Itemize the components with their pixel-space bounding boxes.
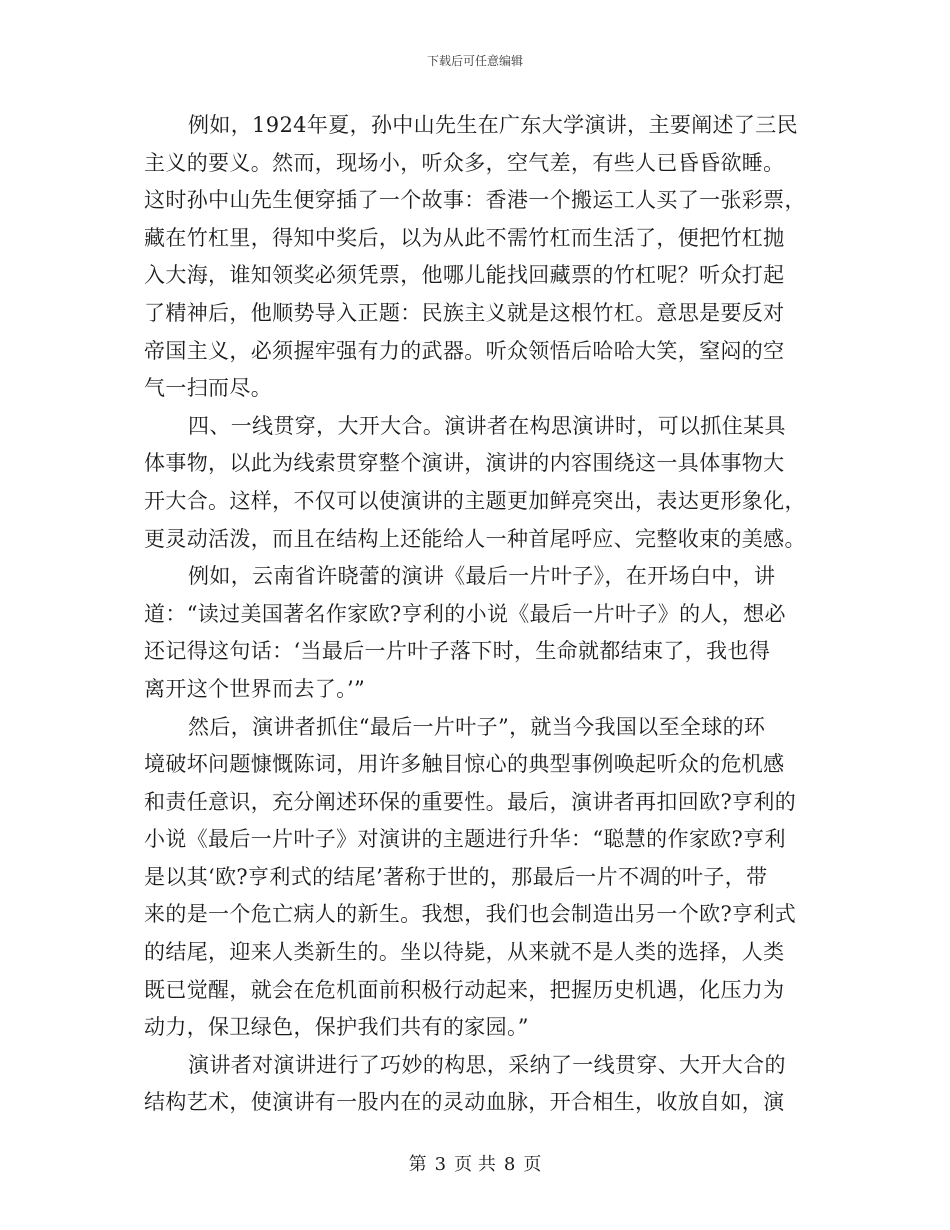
document-body xyxy=(144,107,806,1122)
paragraph-line: 还记得这句话：‘当最后一片叶子落下时，生命就都结束了，我也得 xyxy=(144,639,771,664)
paragraph-line: 动力，保卫绿色，保护我们共有的家园。” xyxy=(144,1015,529,1040)
page-label-suffix: 页 xyxy=(523,1154,542,1175)
paragraph-line: 和责任意识，充分阐述环保的重要性。最后，演讲者再扣回欧?亨利的 xyxy=(144,789,797,814)
paragraph-line: 然后，演讲者抓住“最后一片叶子”，就当今我国以至全球的环 xyxy=(188,714,766,739)
paragraph-line: 入大海，谁知领奖必须凭票，他哪儿能找回藏票的竹杠呢？听众打起 xyxy=(144,263,785,288)
paragraph-line: 气一扫而尽。 xyxy=(144,376,273,401)
paragraph-line: 体事物，以此为线索贯穿整个演讲，演讲的内容围绕这一具体事物大 xyxy=(144,451,785,476)
paragraph-line: 主义的要义。然而，现场小，听众多，空气差，有些人已昏昏欲睡。 xyxy=(144,150,785,175)
paragraph-line: 了精神后，他顺势导入正题：民族主义就是这根竹杠。意思是要反对 xyxy=(144,300,785,325)
paragraph-line: 结构艺术，使演讲有一股内在的灵动血脉，开合相生，收放自如，演 xyxy=(144,1090,785,1115)
paragraph-line: 例如，云南省许晓蕾的演讲《最后一片叶子》，在开场白中，讲 xyxy=(188,564,776,589)
paragraph-line: 道：“读过美国著名作家欧?亨利的小说《最后一片叶子》的人，想必 xyxy=(144,601,786,626)
current-page-number: 3 xyxy=(434,1154,447,1175)
page-footer xyxy=(0,1154,950,1176)
paragraph-line: 境破坏问题慷慨陈词，用许多触目惊心的典型事例唤起听众的危机感 xyxy=(144,752,785,777)
paragraph-line: 离开这个世界而去了。’” xyxy=(144,676,366,701)
paragraph-line: 四、一线贯穿，大开大合。演讲者在构思演讲时，可以抓住某具 xyxy=(188,413,786,438)
paragraph-line: 演讲者对演讲进行了巧妙的构思，采纳了一线贯穿、大开大合的 xyxy=(188,1052,786,1077)
page-header: 下载后可任意编辑 xyxy=(426,54,523,68)
paragraph-line: 例如，1924年夏，孙中山先生在广东大学演讲，主要阐述了三民 xyxy=(188,113,798,137)
paragraph-line: 开大合。这样，不仅可以使演讲的主题更加鲜亮突出，表达更形象化， xyxy=(144,488,806,513)
page-label-middle: 页 共 xyxy=(454,1154,496,1175)
total-page-count: 8 xyxy=(503,1154,516,1175)
paragraph-line: 藏在竹杠里，得知中奖后，以为从此不需竹杠而生活了，便把竹杠抛 xyxy=(144,225,785,250)
paragraph-line: 帝国主义，必须握牢强有力的武器。听众领悟后哈哈大笑，窒闷的空 xyxy=(144,338,785,363)
page-label-prefix: 第 xyxy=(408,1154,427,1175)
paragraph-line: 既已觉醒，就会在危机面前积极行动起来，把握历史机遇，化压力为 xyxy=(144,977,785,1002)
paragraph-line: 这时孙中山先生便穿插了一个故事：香港一个搬运工人买了一张彩票， xyxy=(144,188,806,213)
paragraph-line: 来的是一个危亡病人的新生。我想，我们也会制造出另一个欧?亨利式 xyxy=(144,902,797,927)
paragraph-line: 小说《最后一片叶子》对演讲的主题进行升华：“聪慧的作家欧?亨利 xyxy=(144,827,786,852)
paragraph-line: 更灵动活泼，而且在结构上还能给人一种首尾呼应、完整收束的美感。 xyxy=(144,526,806,551)
paragraph-line: 的结尾，迎来人类新生的。坐以待毙，从来就不是人类的选择，人类 xyxy=(144,940,785,965)
paragraph-line: 是以其‘欧?亨利式的结尾’著称于世的，那最后一片不凋的叶子，带 xyxy=(144,864,768,889)
